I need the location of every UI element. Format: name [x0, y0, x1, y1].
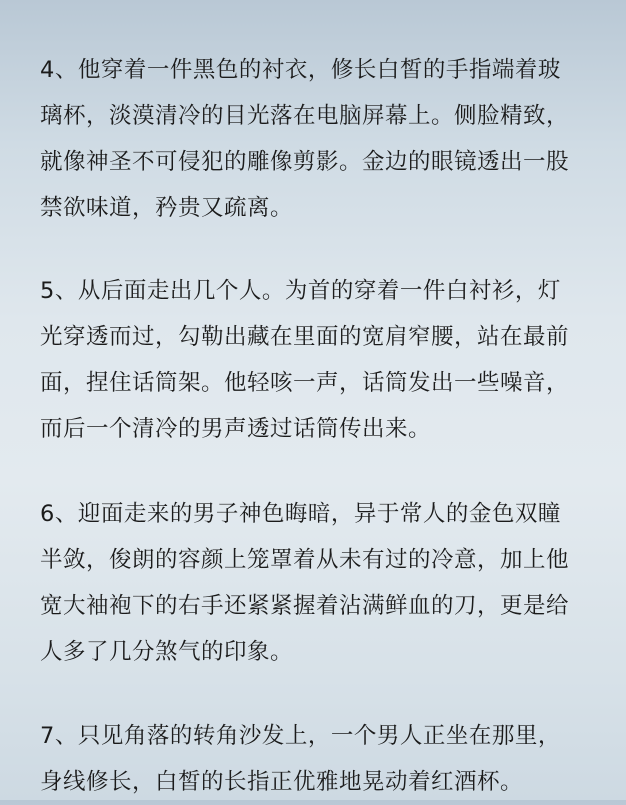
text-line: 6、迎面走来的男子神色晦暗，异于常人的金色双瞳	[40, 501, 561, 527]
text-line: 身线修长，白皙的长指正优雅地晃动着红酒杯。	[40, 769, 524, 795]
text-line: 禁欲味道，矜贵又疏离。	[40, 195, 294, 221]
text-line: 4、他穿着一件黑色的衬衣，修长白皙的手指端着玻	[40, 57, 561, 83]
text-line: 半敛，俊朗的容颜上笼罩着从未有过的冷意，加上他	[40, 547, 570, 573]
text-line: 而后一个清冷的男声透过话筒传出来。	[40, 416, 432, 442]
text-line: 面，捏住话筒架。他轻咳一声，话筒发出一些噪音，	[40, 370, 570, 396]
paragraph-7	[40, 713, 588, 805]
text-line: 5、从后面走出几个人。为首的穿着一件白衬衫，灯	[40, 278, 561, 304]
text-line: 璃杯，淡漠清冷的目光落在电脑屏幕上。侧脸精致，	[40, 103, 570, 129]
text-line: 人多了几分煞气的印象。	[40, 639, 294, 665]
text-line: 光穿透而过，勾勒出藏在里面的宽肩窄腰，站在最前	[40, 324, 570, 350]
text-line: 宽大袖袍下的右手还紧紧握着沾满鲜血的刀，更是给	[40, 593, 570, 619]
text-line: 就像神圣不可侵犯的雕像剪影。金边的眼镜透出一股	[40, 149, 570, 175]
text-line: 7、只见角落的转角沙发上，一个男人正坐在那里，	[40, 723, 561, 749]
paragraph-5	[40, 268, 588, 452]
paragraph-6	[40, 491, 588, 675]
paragraph-4	[40, 47, 588, 231]
